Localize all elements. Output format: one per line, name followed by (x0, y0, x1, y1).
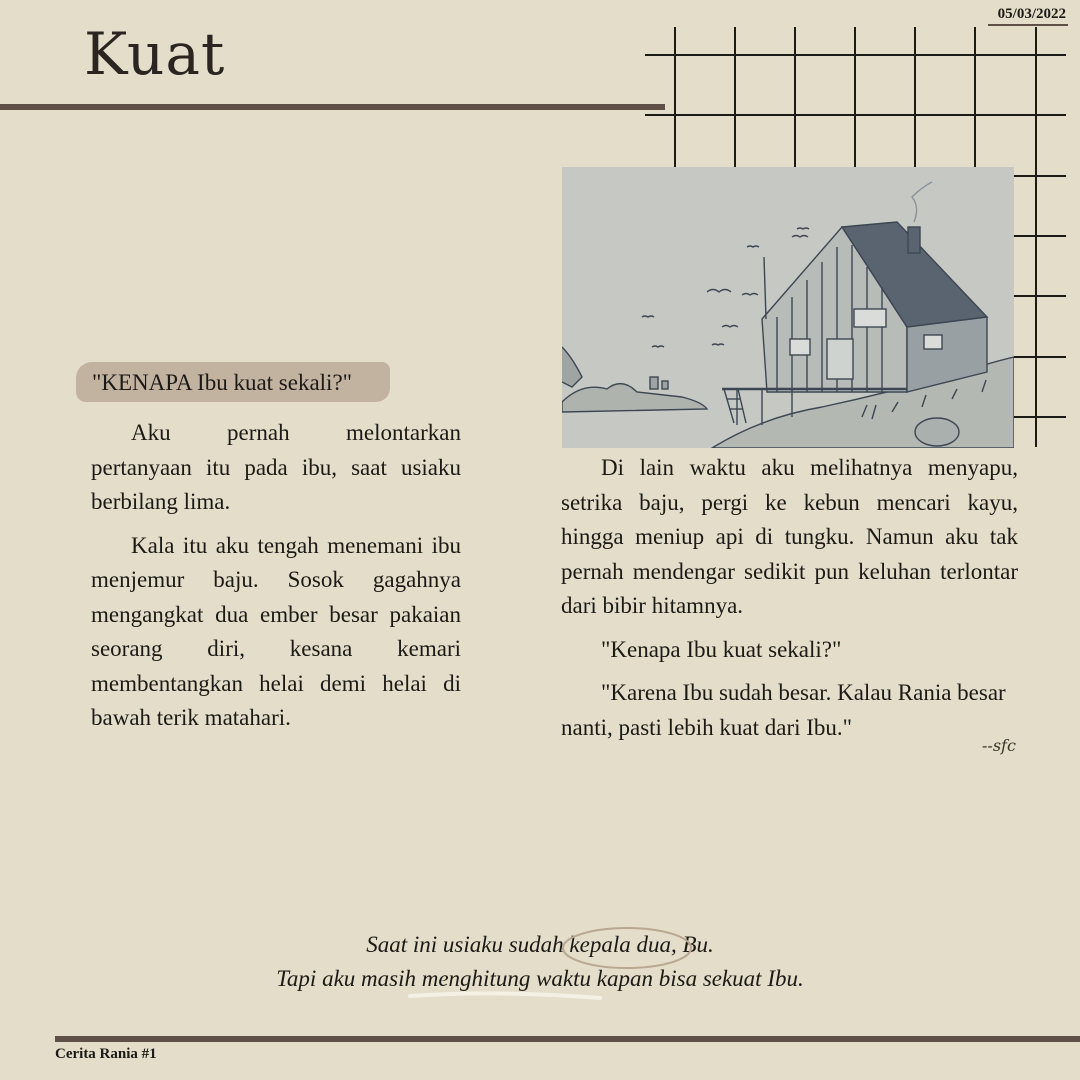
right-column (561, 451, 1018, 754)
dialogue-line: "Kenapa Ibu kuat sekali?" (601, 636, 842, 662)
dialogue-line: "Karena Ibu sudah besar. Kalau Rania besar nanti, pasti lebih kuat dari Ibu." (561, 680, 1006, 740)
left-column (91, 416, 461, 745)
date-underline (988, 24, 1068, 26)
paragraph: Di lain waktu aku melihatnya menyapu, setrika baju, pergi ke kebun mencari kayu, hingga meniup api di tungku. Namun aku tak pernah mendengar sedikit pun keluhan terlontar dari bibir hitamnya. (561, 455, 1018, 618)
opening-question: "KENAPA Ibu kuat sekali?" (92, 370, 353, 395)
paragraph: Aku pernah melontarkan pertanyaan itu pada ibu, saat usiaku berbilang lima. (91, 420, 461, 514)
title-divider (0, 104, 665, 110)
date-label: 05/03/2022 (997, 6, 1066, 22)
closing-line-1: Saat ini usiaku sudah kepala dua, Bu. (366, 932, 714, 957)
paragraph: Kala itu aku tengah menemani ibu menjemur baju. Sosok gagahnya mengangkat dua ember besar pakaian seorang diri, kesana kemari membentangkan helai demi helai di bawah terik matahari. (91, 532, 461, 730)
series-label: Cerita Rania #1 (55, 1046, 157, 1062)
page-title: Kuat (84, 20, 226, 88)
closing-line-2: Tapi aku masih menghitung waktu kapan bisa sekuat Ibu. (276, 966, 804, 991)
house-sketch-image (562, 167, 1014, 448)
footer-divider (55, 1036, 1080, 1042)
author-signature: --sfc (982, 736, 1016, 755)
closing-lines (0, 928, 1080, 996)
